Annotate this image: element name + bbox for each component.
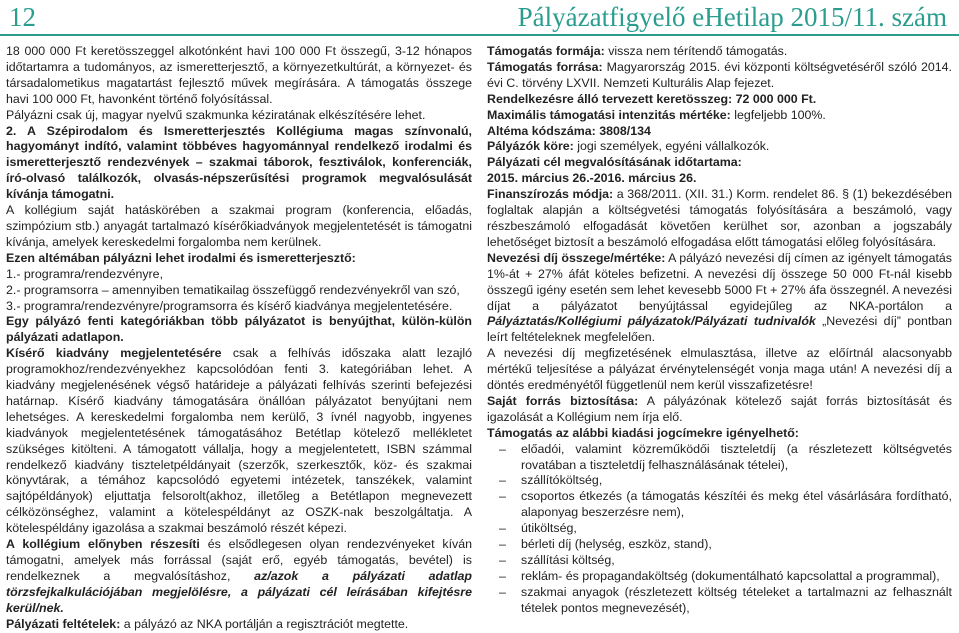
field-label: Támogatás formája: — [487, 44, 605, 58]
paragraph: Pályázni csak új, magyar nyelvű szakmunka kéziratának elkészítésére lehet. — [6, 107, 426, 122]
list-heading: Ezen altémában pályázni lehet irodalmi és ismeretterjesztő: — [6, 250, 356, 265]
field-label: Saját forrás biztosítása: — [487, 393, 639, 408]
list-item: – útiköltség, — [487, 521, 952, 537]
expense-list — [487, 442, 952, 617]
paragraph — [6, 346, 472, 537]
section-heading: 2. A Szépirodalom és Ismeretterjesztés Kollégiuma magas színvonalú, hagyományt indító, valamint többéves hagyománnyal rendelkező irodalmi és ismeretterjesztő rendezvények – szakmai táborok, fesztiválok, konferenciák, író-olvasó találkozók, olvasás-népszerűsítési programok megvalósulását kívánja támogatni. — [6, 123, 472, 202]
list-item: – szállítási költség, — [487, 553, 952, 569]
lead-text: A kollégium előnyben részesíti — [6, 537, 200, 552]
field-label: Rendelkezésre álló tervezett keretösszeg: 72 000 000 Ft. — [487, 91, 817, 106]
field-value: a 368/2011. (XII. 31.) Korm. rendelet 86. § (1) bekezdésében foglaltak alapján a költségvetési támogatás folyósítására a beszámoló, vagy részbeszámoló elfogadását követően kerülhet sor, azonban a jogszabály lehetőséget biztosít a beszámoló elfogadása előtt támogatási előleg folyósítására. — [487, 187, 952, 249]
field-value: 2015. március 26.-2016. március 26. — [487, 171, 697, 186]
body-text: a pályázó az NKA portálján a regisztrációt megtette. — [120, 616, 409, 631]
list-item: 1.- programra/rendezvényre, — [6, 266, 164, 281]
lead-text: Kísérő kiadvány megjelentetésére — [6, 346, 222, 361]
list-item: – csoportos étkezés (a támogatás készítéi és mekg étel vásárlására fordítható, alaponyag beszerzésre nem), — [487, 489, 952, 521]
field-label: Maximális támogatási intenzitás mértéke: — [487, 107, 731, 122]
paragraph — [6, 537, 472, 617]
field-label: Pályázati cél megvalósításának időtartama: — [487, 155, 742, 170]
field-value: jogi személyek, egyéni vállalkozók. — [573, 139, 770, 154]
right-column — [487, 44, 952, 622]
header-rule — [0, 34, 959, 36]
field-label: Altéma kódszáma: 3808/134 — [487, 123, 651, 138]
list-item: – szakmai anyagok (részletezett költség tételeket a tartalmazni az felhasznált tételek pontos megnevezését), — [487, 585, 952, 617]
left-column — [6, 44, 473, 631]
paragraph: A nevezési díj megfizetésének elmulasztása, illetve az előírtnál alacsonyabb mértékű teljesítése a pályázat érvénytelenségét vonja maga után! A nevezési díj a döntés eredményétől függetlenül nem kerül visszafizetésre! — [487, 346, 952, 393]
paragraph: A kollégium saját hatáskörében a szakmai program (konferencia, előadás, szimpózium stb.) anyagát tartalmazó kísérőkiadványok megjelentetését is támogatni kívánja, amelyek kereskedelmi forgalomba nem kerülnek. — [6, 203, 472, 249]
field-value: A pályázó nevezési díj címen az igényelt támogatás 1%-át + 27% áfát köteles befizetni. A nevezési díj összege 50 000 Ft-nál kisebb összegű igény esetén sem lehet kevesebb 5000 Ft + 27% áfa összegnél. A nevezési díjat a pályázatot benyújtással egyidejűleg az NKA-portálon a — [487, 250, 952, 313]
field-value: vissza nem térítendő támogatás. — [604, 44, 788, 58]
field-value: legfeljebb 100%. — [730, 107, 826, 122]
body-text: csak a felhívás időszaka alatt lezajló programokhoz/rendezvényekhez kapcsolódóan fenti 3. kategóriában lehet. A kiadvány megjelenésének végső határideje a pályázati felhívás szerinti befejezési határnap. Kísérő kiadvány támogatására önállóan pályázatot benyújtani nem lehetséges. A kereskedelmi forgalomba nem kerülő, 3 ívnél nagyobb, ingyenes kiadványok megjelentetésének támogatásához Betétlap kötelező mellékletet szükséges kitölteni. A támogatott vállalja, hogy a megjelentetett, ISBN számmal rendelkező kiadvány tiszteletpéldányait (szerzők, szerkesztők, köz- és szakmai könyvtárak, a témához kapcsolódó egyetemi intézetek, tanszékek, valamint sajtópéldányok) eljuttatja felsorolt(akhoz, illetőleg a Betétlapon megnevezett célközönséghez, valamint a kötelespéldányt az OSZK-nak beszolgáltatja. A kötelespéldány igazolása a szakmai beszámoló részét képezi. — [6, 346, 472, 536]
field — [487, 44, 952, 60]
field — [487, 139, 952, 155]
portal-path: Pályáztatás/Kollégiumi pályázatok/Pályázati tudnivalók — [487, 314, 816, 329]
field-label: Támogatás az alábbi kiadási jogcímekre igényelhető: — [487, 425, 799, 440]
list-item: – előadói, valamint közreműködői tiszteletdíj (a részletezett költségvetés rovatában a tiszteletdíj felhasználásának tételei), — [487, 442, 952, 474]
field-label: Pályázók köre: — [487, 139, 574, 154]
lead-text: Pályázati feltételek: — [6, 616, 121, 631]
field-value: „Nevezési díj” pontban leírt feltételeknek megfelelően. — [487, 314, 952, 345]
list-item: 3.- programra/rendezvényre/programsorra és kísérő kiadványa megjelentetésére. — [6, 298, 453, 313]
body-text: és elsődlegesen olyan rendezvényeket kíván támogatni, amelyek más forrással (saját erő, egyéb támogatás, bevétel) is rendelkeznek a megvalósításhoz, — [6, 537, 472, 583]
field — [487, 251, 952, 346]
field-label: Finanszírozás módja: — [487, 187, 614, 202]
field-label: Támogatás forrása: — [487, 59, 603, 74]
field — [487, 394, 952, 426]
field-label: Nevezési díj összege/mértéke: — [487, 250, 666, 265]
list-item: 2.- programsorra – amennyiben tematikailag összefüggő rendezvényekről van szó, — [6, 282, 460, 297]
field-value: A pályázónak kötelező saját forrás biztosítását és igazolását a Kollégium nem írja elő. — [487, 393, 952, 424]
list-item: – bérleti díj (helység, eszköz, stand), — [487, 537, 952, 553]
emphasis-text: az/azok a pályázati adatlap törzsfejkalkulációjában megjelölésre, a pályázati cél leírásában kifejtésre kerül/nek. — [6, 568, 473, 615]
list-item: – szállítóköltség, — [487, 473, 952, 489]
field-value: Magyarország 2015. évi központi költségvetéséről szóló 2014. évi C. törvény LXVII. Nemzeti Kulturális Alap fejezet. — [487, 59, 952, 90]
paragraph: 18 000 000 Ft keretösszeggel alkotónként havi 100 000 Ft összegű, 3-12 hónapos időtartamra a tudományos, az ismeretterjesztő, a környezetkultúrát, a környezet- és társadalometikus magatartást fejlesztő művek megírására. A támogatás összege havi 100 000 Ft, havonként történő folyósítással. — [6, 44, 472, 106]
field — [487, 187, 952, 251]
field — [487, 60, 952, 92]
list-item: – reklám- és propagandaköltség (dokumentálható kapcsolattal a programmal), — [487, 569, 952, 585]
page-number: 12 — [9, 2, 36, 32]
publication-title: Pályázatfigyelő eHetilap 2015/11. szám — [517, 2, 947, 32]
page-header — [0, 0, 959, 36]
paragraph-bold: Egy pályázó fenti kategóriákban több pályázatot is benyújthat, külön-külön pályázati adatlapon. — [6, 314, 472, 345]
field — [487, 108, 952, 124]
paragraph — [6, 617, 472, 633]
